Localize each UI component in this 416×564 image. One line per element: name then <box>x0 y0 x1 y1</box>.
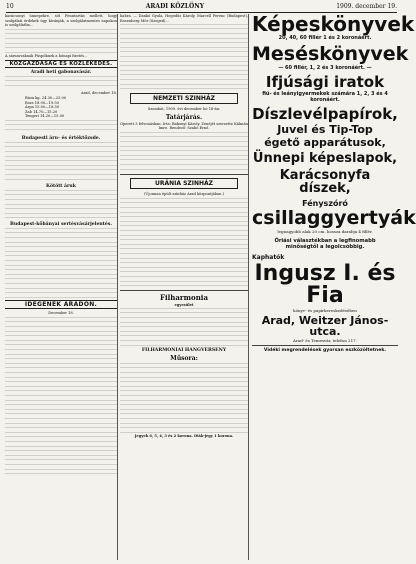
ad-rural-orders: Vidéki megrendelések gyorsan eszközöltetnek. <box>263 348 387 353</box>
divider <box>252 345 398 346</box>
pig-market-heading: Budapest-kőbányai sertésvásárjelentés. <box>10 221 112 227</box>
cinema-heading: URÁNIA SZINHÁZ <box>130 178 238 189</box>
theater-heading: NEMZETI SZINHÁZ <box>130 93 238 104</box>
stock-exchange-heading: Budapesti áru- és értéktőzsde. <box>21 135 101 141</box>
ad-postcards: Ünnepi képeslapok, <box>252 151 398 166</box>
program-list <box>120 363 248 433</box>
cast-list <box>120 132 248 172</box>
theater-date: Szombat, 1909. évi december hó 18-án: <box>147 107 221 112</box>
body-text-block <box>5 76 117 90</box>
ad-address: Arad, Weitzer János-utca. <box>261 314 389 338</box>
top-text: babra. — Dankó Gyula, Hegedűs Károly, Marcell Ferenc (Budapest), Rosenberg Mór (Szeged)... <box>120 14 248 23</box>
concert-heading: FILHARMONIAI HANGVERSENY <box>141 348 227 354</box>
play-credits: Operett 3 felvonásban. Irta: Bakonyi Károly. Zenéjét szerzette Kálmán Imre. Rendező: Szabó Ernő. <box>120 121 248 131</box>
page-number: 10 <box>6 3 14 10</box>
ad-story-books-price: — 60 fillér, 1, 2 és 3 koronáért. — <box>278 65 372 71</box>
section-economy: KÖZGAZDASÁG ÉS KÖZLEKEDÉS. <box>5 60 117 68</box>
ad-stationery: Díszlevélpapírok, <box>252 105 398 123</box>
ad-shop-name: Ingusz I. és Fia <box>254 261 396 308</box>
ad-youth-writings-price: fiú- és leányigyermekek számára 1, 2, 3 és 4 koronáért. <box>262 91 388 103</box>
traded-goods-heading: Kötött áruk <box>46 183 76 189</box>
ad-star-candles: csillaggyertyák <box>252 207 416 229</box>
cinema-subtitle: (Újonnan épült színház Arad központjában.) <box>143 191 225 196</box>
ad-picture-books-price: 20, 40, 60 fillér 1 és 2 koronáért. <box>278 35 372 41</box>
price-line: Zab 14.70—15.20 <box>25 109 58 114</box>
play-title: Tatárjárás. <box>165 113 203 121</box>
issue-date: 1909. december 19. <box>336 3 397 10</box>
body-text-block <box>5 317 117 477</box>
ad-burning-sets: égető apparátusok, <box>264 136 386 149</box>
column-middle <box>120 14 249 560</box>
section-visitors: IDEGENEK ARADON. <box>5 300 117 309</box>
visitors-date: December 18. <box>48 310 74 315</box>
hall-name: Filharmonia <box>160 292 208 302</box>
ad-candles-size: legnagyobb alak 20 cm. hossza darabja 4 fillér. <box>277 229 373 234</box>
ad-phone: Arad- és Temesvár, telefon 217. <box>293 338 357 343</box>
body-text-block <box>120 308 248 346</box>
body-text-block <box>5 29 117 53</box>
hall-subtitle: egyesület <box>174 302 194 307</box>
ad-shop-type: könyv- és papírkereskedésében <box>293 308 357 313</box>
body-text-block <box>120 198 248 288</box>
divider <box>120 174 248 175</box>
grain-market-heading: Aradi heti gabonavásár. <box>30 70 92 76</box>
ad-available: Kaphatók <box>252 254 285 261</box>
market-date: Arad, december 18. <box>80 91 117 96</box>
intro-text: karácsonyi ünnepekre, sőt Fenntartás mellett, hogy szolgálati érdekek úgy kívánják, a szolgálatmentes napokon is szolgálatba... <box>5 14 117 28</box>
divider <box>120 290 248 291</box>
body-text-block <box>5 142 117 182</box>
ad-sparkling: Fényszóró <box>302 199 348 208</box>
ticket-prices: Jegyek 6, 5, 4, 3 és 2 korona. Diák-jegy 1 korona. <box>134 434 234 439</box>
body-text-block <box>5 228 117 298</box>
market-price-list <box>5 96 117 119</box>
body-text-block <box>5 120 117 134</box>
program-heading: Műsora: <box>170 355 198 363</box>
ad-picture-books: Képeskönyvek <box>252 12 415 36</box>
body-text-block <box>5 190 117 220</box>
price-line: Búza kg. 24.30—25.00 <box>25 95 67 100</box>
column-left <box>5 14 118 560</box>
newspaper-title: ARADI KÖZLÖNY <box>145 3 205 10</box>
ad-xmas-decor: Karácsonyfa díszek, <box>279 168 371 196</box>
ad-youth-writings: Ifjúsági iratok <box>265 73 385 91</box>
price-line: Árpa 15.00—16.50 <box>25 105 60 110</box>
ad-juvel: Juvel és Tip-Top <box>277 123 373 136</box>
ad-selection: Óriási választékban a legfinomabb minőségtől a legolcsóbbig. <box>274 238 376 250</box>
advertisement-column <box>252 12 416 560</box>
price-line: Tengeri 14.20—15.00 <box>25 114 65 119</box>
notice-text: A sárszavaknak Püspöknek a hónapi fizetés... <box>5 53 88 58</box>
body-text-block <box>120 24 248 90</box>
ad-story-books: Meséskönyvek <box>252 43 409 65</box>
price-line: Rozs 18.90—19.50 <box>25 100 59 105</box>
